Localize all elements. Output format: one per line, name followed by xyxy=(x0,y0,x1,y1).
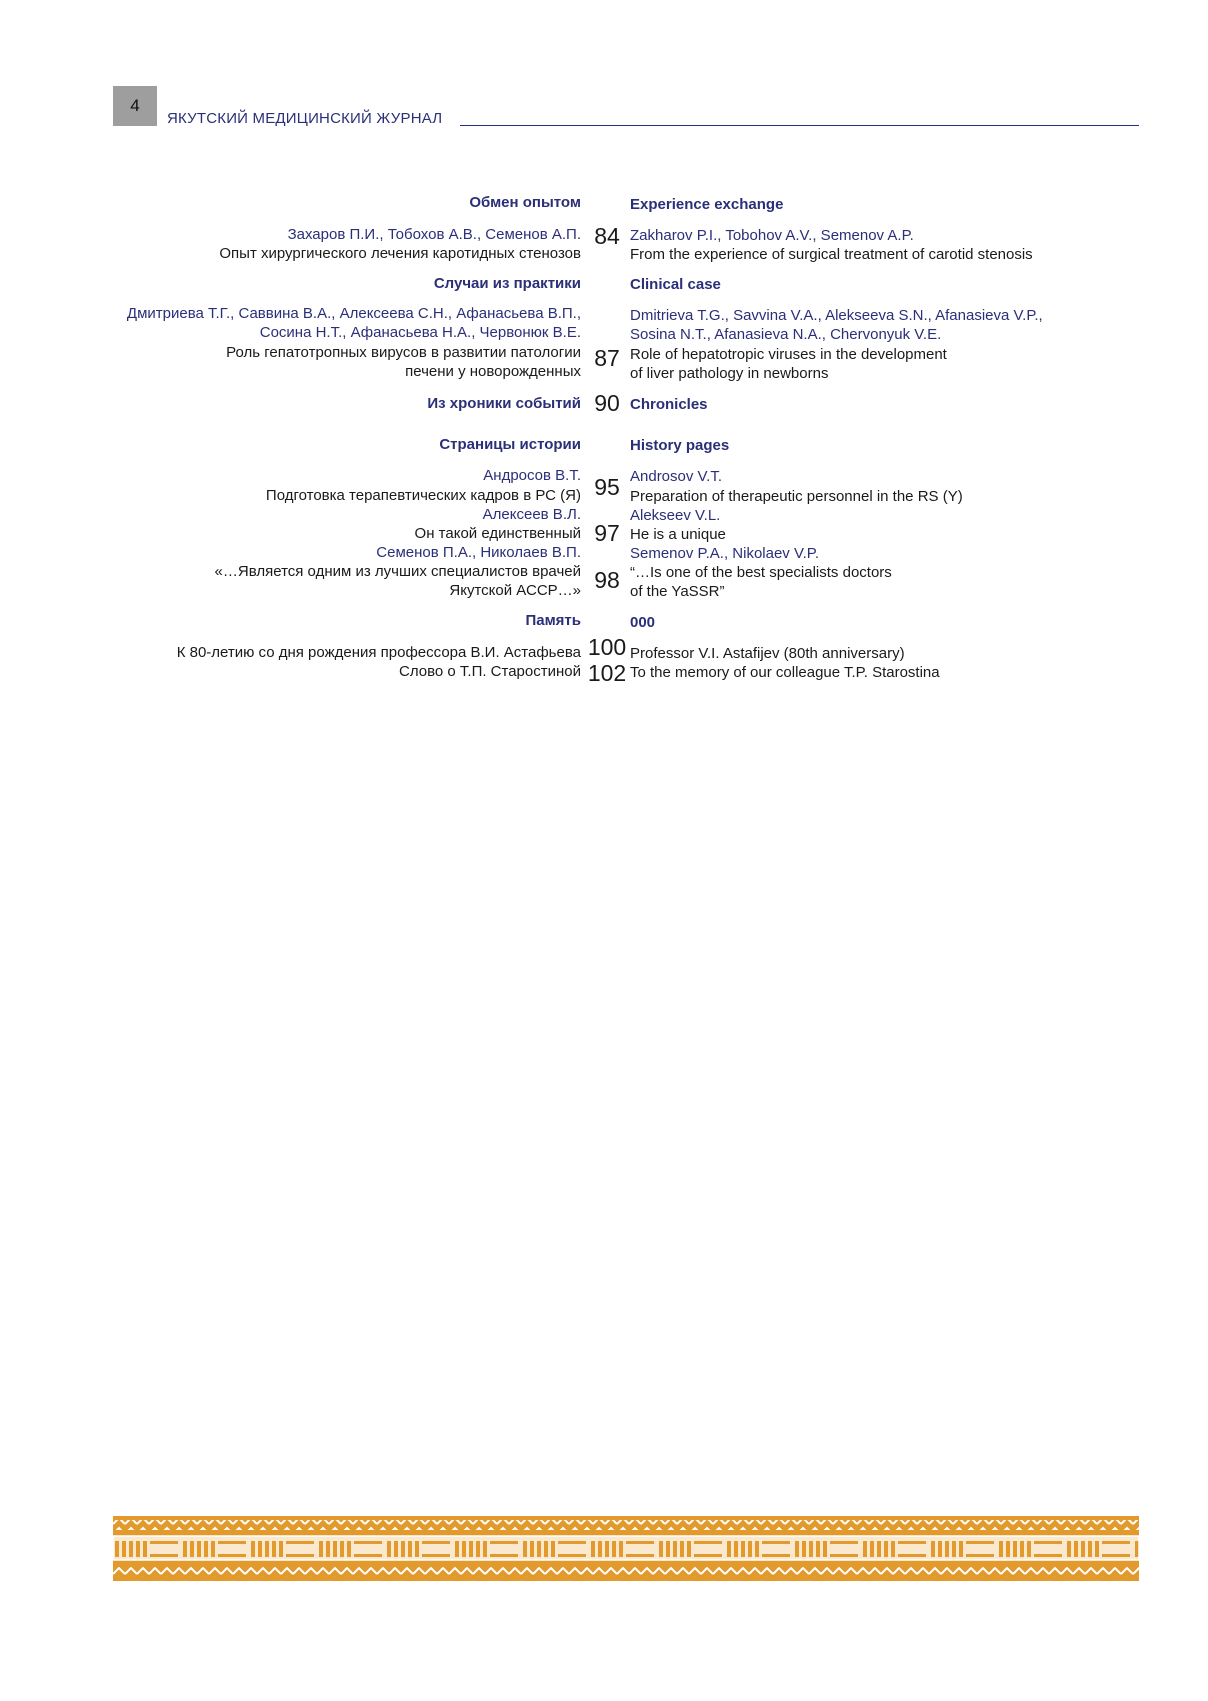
entry-title-ru: Подготовка терапевтических кадров в РС (Я) xyxy=(265,487,581,504)
entry-page-number: 100 xyxy=(587,634,627,660)
ornament-middle-cells xyxy=(113,1536,1139,1560)
entry-title-ru: Слово о Т.П. Старостиной xyxy=(398,663,581,680)
section-heading-ru: Память xyxy=(525,612,581,629)
section-heading-en: Experience exchange xyxy=(630,196,784,213)
entry-title-ru: «…Является одним из лучших специалистов врачей xyxy=(214,563,581,580)
section-heading-ru: Случаи из практики xyxy=(433,275,581,292)
entry-authors-en: Dmitrieva T.G., Savvina V.A., Alekseeva S.N., Afanasieva V.P., xyxy=(630,307,1043,324)
entry-authors-en: Sosina N.T., Afanasieva N.A., Chervonyuk V.E. xyxy=(630,326,942,343)
entry-title-en: Role of hepatotropic viruses in the development xyxy=(630,346,947,363)
entry-page-number: 84 xyxy=(594,223,620,249)
entry-page-number: 87 xyxy=(594,345,620,371)
ornament-bottom-zigzag xyxy=(113,1567,1139,1577)
entry-authors-ru: Захаров П.И., Тобохов А.В., Семенов А.П. xyxy=(287,226,581,243)
ornament-top-zigzag xyxy=(113,1520,1139,1530)
entry-authors-ru: Семенов П.А., Николаев В.П. xyxy=(376,544,581,561)
entry-title-en: Preparation of therapeutic personnel in the RS (Y) xyxy=(630,488,963,505)
section-heading-ru: Обмен опытом xyxy=(469,194,581,211)
ornament-border xyxy=(113,1516,1139,1581)
entry-page-number: 102 xyxy=(587,660,627,686)
entry-title-en: To the memory of our colleague T.P. Starostina xyxy=(630,664,940,681)
section-heading-ru: Из хроники событий xyxy=(427,395,581,412)
entry-page-number: 97 xyxy=(594,520,620,546)
page-number: 4 xyxy=(113,86,157,126)
entry-page-number: 98 xyxy=(594,567,620,593)
journal-title: ЯКУТСКИЙ МЕДИЦИНСКИЙ ЖУРНАЛ xyxy=(167,110,443,127)
section-heading-en: History pages xyxy=(630,437,730,454)
entry-authors-ru: Дмитриева Т.Г., Саввина В.А., Алексеева С.Н., Афанасьева В.П., xyxy=(126,305,581,322)
header-rule xyxy=(460,125,1139,126)
section-heading-en: 000 xyxy=(630,614,656,631)
entry-title-ru: Он такой единственный xyxy=(414,525,581,542)
entry-page-number: 95 xyxy=(594,474,620,500)
entry-authors-en: Androsov V.T. xyxy=(630,468,722,485)
entry-title-ru: печени у новорожденных xyxy=(405,363,581,380)
entry-title-en: of liver pathology in newborns xyxy=(630,365,829,382)
entry-title-ru: Роль гепатотропных вирусов в развитии патологии xyxy=(226,344,581,361)
entry-title-en: of the YaSSR” xyxy=(630,583,725,600)
entry-title-ru: К 80-летию со дня рождения профессора В.И. Астафьева xyxy=(176,644,581,661)
section-heading-en: Clinical case xyxy=(630,276,721,293)
entry-authors-ru: Алексеев В.Л. xyxy=(482,506,581,523)
entry-title-en: Professor V.I. Astafijev (80th anniversary) xyxy=(630,645,905,662)
entry-authors-ru: Сосина Н.Т., Афанасьева Н.А., Червонюк В.Е. xyxy=(259,324,581,341)
section-heading-en: Chronicles xyxy=(630,396,708,413)
entry-authors-ru: Андросов В.Т. xyxy=(483,467,581,484)
entry-authors-en: Zakharov P.I., Tobohov A.V., Semenov A.P. xyxy=(630,227,914,244)
entry-authors-en: Semenov P.A., Nikolaev V.P. xyxy=(630,545,820,562)
entry-title-en: “…Is one of the best specialists doctors xyxy=(630,564,892,581)
entry-page-number: 90 xyxy=(594,390,620,416)
section-heading-ru: Страницы истории xyxy=(439,436,581,453)
entry-title-en: He is a unique xyxy=(630,526,726,543)
entry-title-ru: Опыт хирургического лечения каротидных стенозов xyxy=(219,245,581,262)
entry-title-ru: Якутской АССР…» xyxy=(449,582,581,599)
entry-title-en: From the experience of surgical treatment of carotid stenosis xyxy=(630,246,1033,263)
entry-authors-en: Alekseev V.L. xyxy=(630,507,721,524)
